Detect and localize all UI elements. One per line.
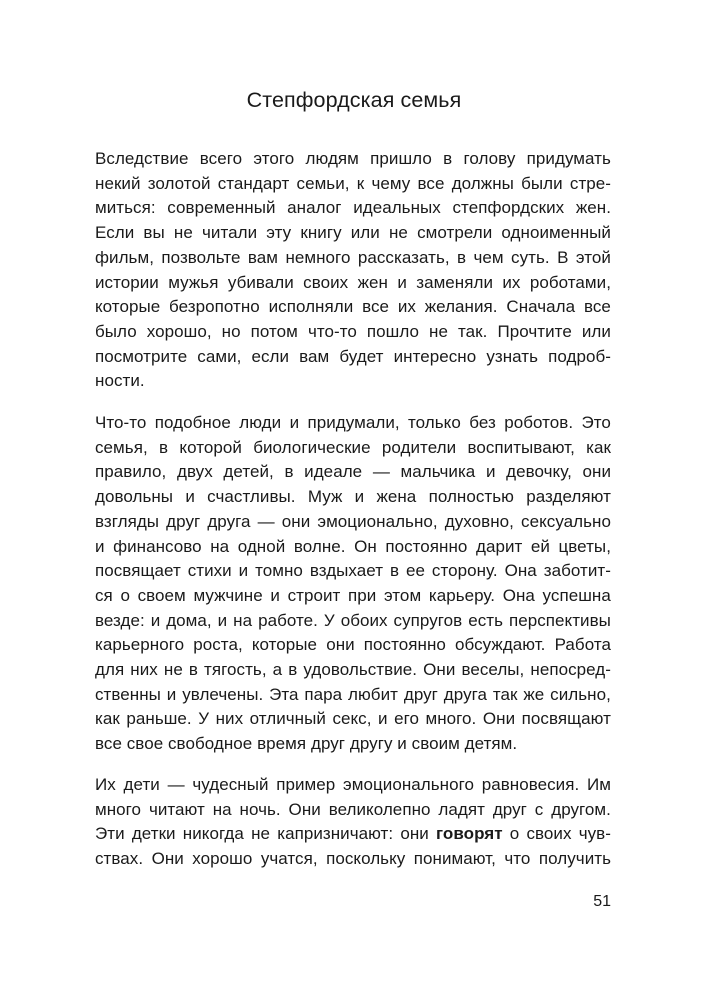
word: ей [530, 536, 550, 556]
word: не [388, 223, 408, 243]
word: полностью [428, 487, 514, 507]
text-line [95, 485, 611, 510]
word: успешна [542, 585, 611, 605]
word: непосред- [530, 660, 611, 680]
word: Она [502, 585, 535, 605]
word: Эти [95, 824, 125, 844]
word: посмотрите [95, 346, 188, 366]
word: ственны [95, 684, 161, 704]
text-line [95, 732, 611, 757]
word: Он [354, 536, 377, 556]
word: с [534, 799, 544, 819]
word: вам [299, 346, 330, 366]
word: девочку, [506, 462, 572, 482]
word: правило, [95, 462, 167, 482]
word: веселы, [461, 660, 525, 680]
word: друга [443, 684, 488, 704]
text-line [95, 658, 611, 683]
word: или [350, 223, 380, 243]
paragraph-2 [95, 411, 611, 757]
word: стандарт [217, 173, 290, 193]
word: удовольствие. [303, 660, 418, 680]
word: Она [504, 561, 537, 581]
word: стре- [569, 173, 611, 193]
word: не [429, 321, 448, 341]
word: отличный [249, 709, 326, 729]
word: тягость, [204, 660, 267, 680]
word: в [443, 149, 453, 168]
word: везде: [95, 610, 145, 630]
word: друг [492, 799, 527, 819]
word: степфордских [452, 198, 565, 218]
word: в [457, 247, 467, 267]
word: аналог [287, 198, 342, 218]
word: и [485, 462, 496, 482]
word: будет [339, 346, 384, 366]
word: некий [95, 173, 141, 193]
word: понимают, [413, 849, 496, 869]
word: чему [371, 173, 411, 193]
word: время [257, 734, 307, 754]
text-line [95, 633, 611, 658]
word: как [95, 709, 120, 729]
word: их [502, 272, 521, 292]
word: и [289, 413, 300, 432]
word: чем [473, 247, 504, 267]
paragraph-1 [95, 147, 611, 394]
word: вздыхает [309, 561, 384, 581]
word: поскольку [326, 849, 406, 869]
word: подроб- [548, 346, 611, 366]
word: немного [285, 247, 351, 267]
word: Эта [269, 684, 299, 704]
word: при [347, 585, 377, 605]
word: жена [376, 487, 417, 507]
word: придумали, [307, 413, 400, 432]
word: дома, [166, 610, 212, 630]
word: ладят [438, 799, 485, 819]
text-line [95, 271, 611, 296]
word: свое [126, 734, 164, 754]
word: Они [151, 849, 184, 869]
word: читают [148, 799, 205, 819]
text-line [95, 369, 611, 394]
word: увлечены. [182, 684, 264, 704]
word: на [233, 610, 253, 630]
word: заменяли [416, 272, 494, 292]
word: сторону. [431, 561, 498, 581]
emphasized-word: говорят [436, 824, 503, 844]
word: мужчине [193, 585, 263, 605]
word: рассказать, [357, 247, 450, 267]
word: довольны [95, 487, 174, 507]
word: желания. [424, 297, 498, 317]
word: их [397, 297, 416, 317]
word: детям. [464, 734, 518, 754]
word: — [167, 775, 185, 794]
word: для [95, 660, 125, 680]
text-line [95, 822, 611, 847]
word: безропотно [169, 297, 260, 317]
word: дарит [475, 536, 523, 556]
word: на [212, 799, 232, 819]
word: обоих [340, 610, 388, 630]
word: которые [95, 297, 161, 317]
word: посвящают [521, 709, 611, 729]
word: друг [166, 511, 201, 531]
text-line [95, 345, 611, 370]
word: так. [458, 321, 488, 341]
page-title: Степфордская семья [246, 88, 462, 112]
word: двух [176, 462, 213, 482]
word: свободное [168, 734, 253, 754]
word: друг [310, 734, 346, 754]
word: стихи [187, 561, 232, 581]
word: сексуально [521, 511, 611, 531]
word: исполняли [268, 297, 354, 317]
word: заботит- [543, 561, 611, 581]
word: и [397, 272, 407, 292]
word: не [173, 223, 193, 243]
word: чудесный [192, 775, 269, 794]
word: У [198, 709, 210, 729]
word: мальчика [400, 462, 476, 482]
word: строит [287, 585, 341, 605]
paragraph-3 [95, 773, 611, 872]
word: карьерного [95, 635, 185, 655]
word: и [217, 610, 228, 630]
word: томно [255, 561, 303, 581]
word: и [397, 734, 407, 754]
word: друга [207, 511, 251, 531]
word: и [95, 536, 105, 556]
word: посвящает [95, 561, 181, 581]
word: много. [425, 709, 477, 729]
word: книгу [300, 223, 342, 243]
word: Прочтите [497, 321, 572, 341]
text-line [95, 460, 611, 485]
word: и [238, 561, 249, 581]
word: его [394, 709, 419, 729]
word: Они [423, 660, 456, 680]
word: ночь. [239, 799, 281, 819]
word: Это [581, 413, 611, 432]
word: все [583, 297, 611, 317]
word: этом [383, 585, 422, 605]
word: родители [381, 437, 457, 457]
word: одной [237, 536, 286, 556]
text-line [95, 584, 611, 609]
word: жен [357, 272, 388, 292]
word: хорошо, [146, 321, 212, 341]
word: если [251, 346, 290, 366]
word: и [185, 487, 195, 507]
word: людям [305, 149, 359, 168]
word: к [356, 173, 365, 193]
word: интересно [393, 346, 477, 366]
word: не [251, 824, 271, 844]
word: золотой [147, 173, 211, 193]
word: в [389, 561, 400, 581]
word: а [272, 660, 283, 680]
word: и [354, 487, 365, 507]
word: вам [247, 247, 279, 267]
word: Муж [307, 487, 343, 507]
text-line [95, 196, 611, 221]
text-line [95, 172, 611, 197]
word: хорошо [192, 849, 253, 869]
text-line [95, 147, 611, 172]
text-line [95, 411, 611, 436]
word: цветы, [558, 536, 611, 556]
word: Вследствие [95, 149, 189, 168]
text-line [95, 847, 611, 872]
word: одноименный [501, 223, 611, 243]
word: Если [95, 223, 135, 243]
word: учатся, [260, 849, 318, 869]
word: супругов [393, 610, 463, 630]
word: и [166, 684, 177, 704]
word: все [95, 734, 122, 754]
word: что-то [307, 321, 357, 341]
text-line [95, 510, 611, 535]
word: взгляды [95, 511, 160, 531]
word: великолепно [328, 799, 431, 819]
word: суть. [511, 247, 550, 267]
word: своем [137, 585, 186, 605]
word: идеале [304, 462, 363, 482]
word: которой [179, 437, 242, 457]
word: Работа [554, 635, 611, 655]
word: секс, [332, 709, 372, 729]
word: убивали [227, 272, 294, 292]
word: современный [167, 198, 276, 218]
word: было [95, 321, 137, 341]
word: работе. [258, 610, 318, 630]
word: счастливы. [207, 487, 296, 507]
word: же [523, 684, 545, 704]
word: эмоционально, [317, 511, 438, 531]
word: идеальных [353, 198, 441, 218]
word: должны [451, 173, 514, 193]
word: Сначала [506, 297, 576, 317]
word: пара [304, 684, 343, 704]
text-line [95, 246, 611, 271]
word: раньше. [126, 709, 192, 729]
word: подобное [154, 413, 231, 432]
text-line [95, 436, 611, 461]
word: сильно, [550, 684, 611, 704]
word: или [581, 321, 611, 341]
text-line [95, 221, 611, 246]
word: другом. [551, 799, 611, 819]
word: ся [95, 585, 113, 605]
word: роботами, [529, 272, 611, 292]
word: детки [131, 824, 176, 844]
word: вы [143, 223, 165, 243]
word: сами, [197, 346, 242, 366]
word: много [95, 799, 142, 819]
word: них [215, 709, 244, 729]
word: что [504, 849, 531, 869]
text-line [95, 609, 611, 634]
word: но [221, 321, 241, 341]
word: обсуждают. [455, 635, 546, 655]
word: этого [253, 149, 295, 168]
word: о [120, 585, 130, 605]
word: постоянно [385, 536, 468, 556]
word: постоянно [363, 635, 446, 655]
word: фильм, [95, 247, 154, 267]
word: биологические [253, 437, 371, 457]
word: в [284, 462, 294, 482]
word: так [492, 684, 518, 704]
word: на [210, 536, 230, 556]
word: Что-то [95, 413, 147, 432]
word: роста, [193, 635, 243, 655]
word: придумать [526, 149, 611, 168]
word: читали [202, 223, 258, 243]
word: все [417, 173, 445, 193]
text-line [95, 320, 611, 345]
word: они [400, 824, 429, 844]
word: люди [239, 413, 282, 432]
word: своих [303, 272, 349, 292]
word: равновесия. [481, 775, 580, 794]
word: чув- [578, 824, 611, 844]
word: в [288, 660, 298, 680]
word: мужья [168, 272, 219, 292]
word: воспитывают, [467, 437, 575, 457]
word: любит [348, 684, 398, 704]
word: Их [95, 775, 116, 794]
word: эмоционального [343, 775, 474, 794]
page-number: 51 [593, 893, 611, 910]
word: ее [405, 561, 425, 581]
word: эту [266, 223, 292, 243]
word [436, 822, 503, 847]
word: и [378, 709, 388, 729]
text-line [95, 683, 611, 708]
word: есть [468, 610, 503, 630]
word: карьеру. [428, 585, 496, 605]
word: они [281, 511, 311, 531]
word: своих [526, 824, 572, 844]
word: друг [403, 684, 438, 704]
word: смотрели [417, 223, 493, 243]
word: только [408, 413, 461, 432]
word: были [521, 173, 563, 193]
word: и [270, 585, 280, 605]
word: потом [250, 321, 298, 341]
word: голову [463, 149, 516, 168]
word: в [159, 437, 169, 457]
word: семья, [95, 437, 148, 457]
word: своим [411, 734, 460, 754]
word: как [586, 437, 611, 457]
word: Им [586, 775, 611, 794]
word: — [372, 462, 390, 482]
text-line [95, 707, 611, 732]
word: узнать [486, 346, 539, 366]
word: роботов. [504, 413, 574, 432]
word: пришло [370, 149, 432, 168]
word: позвольте [161, 247, 241, 267]
word: пошло [366, 321, 420, 341]
word: не [163, 660, 183, 680]
word: о [509, 824, 520, 844]
text-line [95, 559, 611, 584]
word: ности. [95, 371, 145, 391]
word: и [150, 610, 161, 630]
text-line [95, 773, 611, 798]
word: они [582, 462, 611, 482]
word: которые [251, 635, 318, 655]
word: — [257, 511, 275, 531]
word: перспективы [508, 610, 611, 630]
word: дети [123, 775, 160, 794]
word: в [188, 660, 198, 680]
word: истории [95, 272, 159, 292]
word: капризничают: [277, 824, 394, 844]
word: всего [199, 149, 243, 168]
word: без [469, 413, 496, 432]
word: жен. [575, 198, 611, 218]
word: все [362, 297, 390, 317]
word: миться: [95, 198, 156, 218]
word: У [323, 610, 335, 630]
text-line [95, 535, 611, 560]
word: пример [276, 775, 336, 794]
text-line [95, 295, 611, 320]
word: духовно, [444, 511, 514, 531]
word: них [130, 660, 158, 680]
word: детей, [223, 462, 274, 482]
word: финансово [113, 536, 202, 556]
word: они [326, 635, 355, 655]
word: волне. [293, 536, 346, 556]
word: другу [349, 734, 393, 754]
word: получить [538, 849, 611, 869]
word: В [557, 247, 569, 267]
word: ствах. [95, 849, 144, 869]
word: никогда [182, 824, 244, 844]
text-line [95, 798, 611, 823]
word: разделяют [526, 487, 611, 507]
word: Они [482, 709, 516, 729]
word: семьи, [296, 173, 350, 193]
word: этой [575, 247, 611, 267]
word: Они [288, 799, 321, 819]
